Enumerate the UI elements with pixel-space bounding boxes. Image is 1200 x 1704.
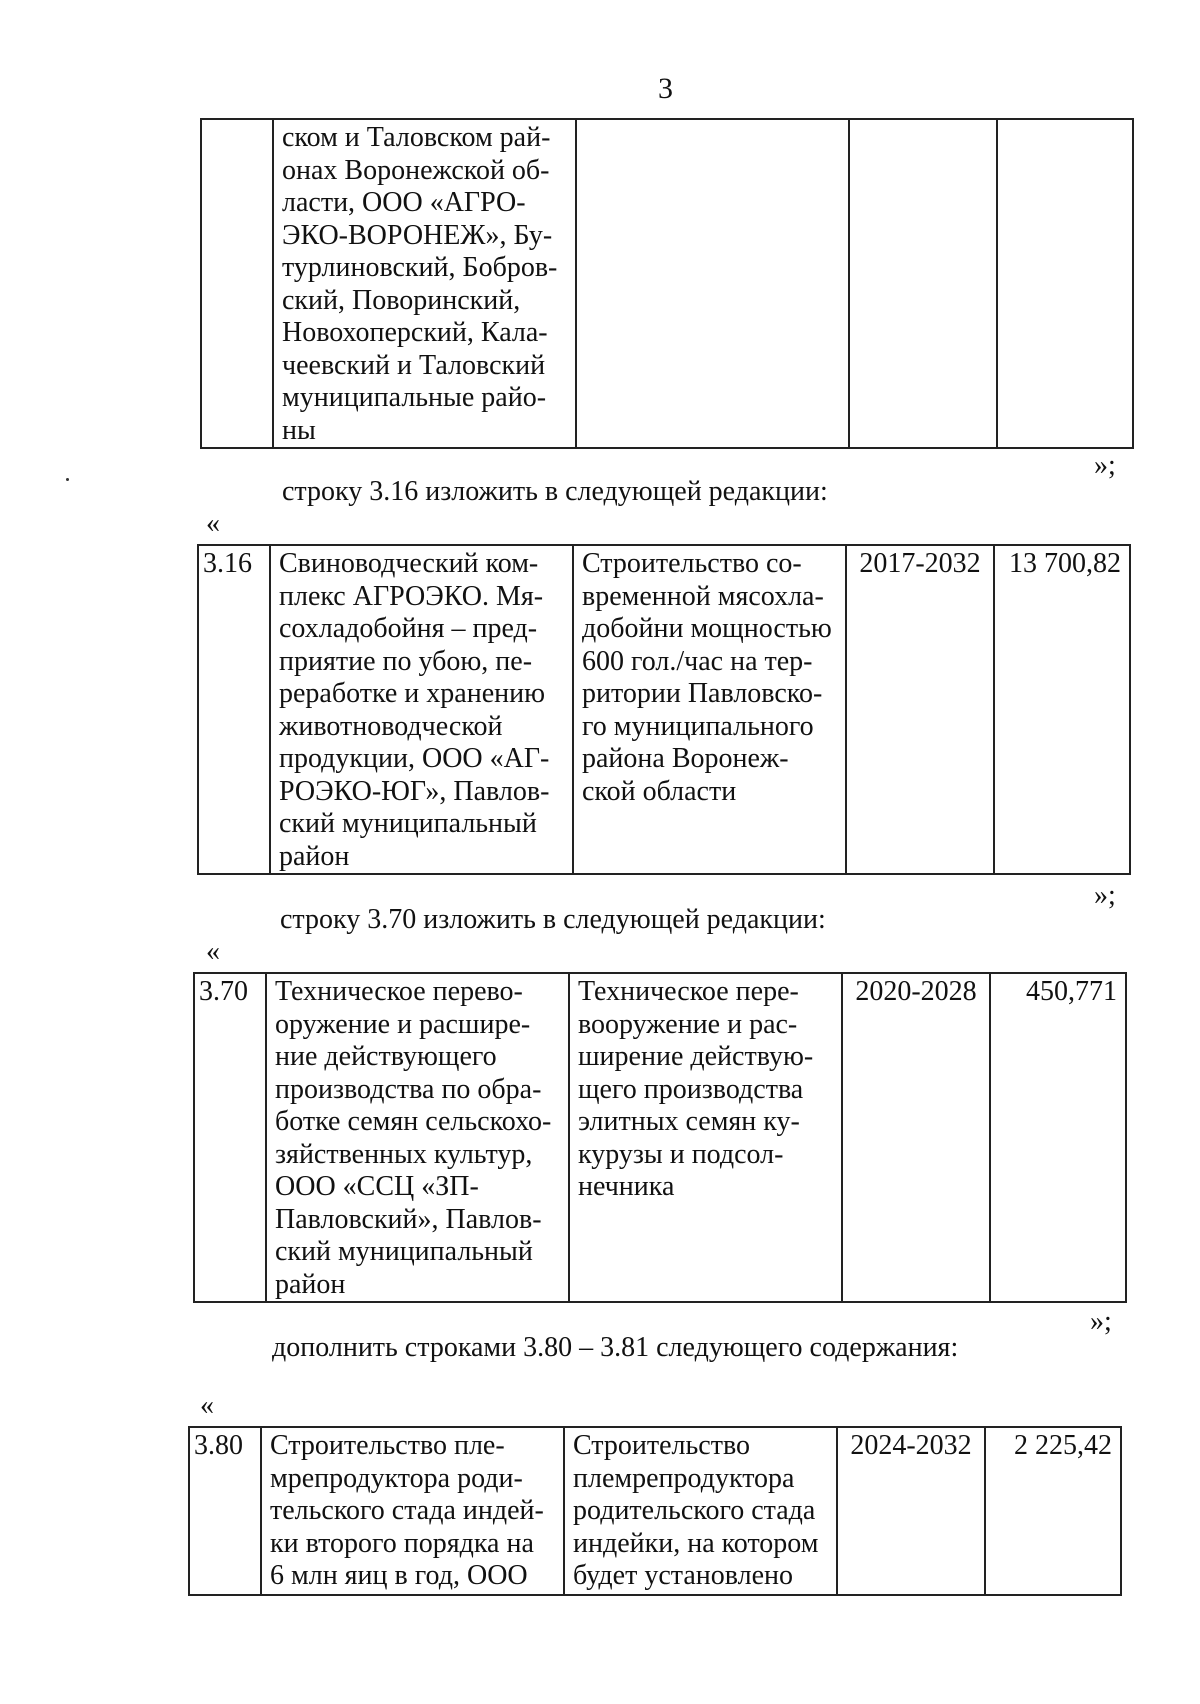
- period-cell: 2024-2032: [837, 1427, 985, 1595]
- project-name-cell: [266, 973, 569, 1302]
- row-table-3-80: [188, 1426, 1122, 1596]
- continued-table: [200, 118, 1134, 449]
- project-description: Строительство племрепродуктора родительского стада индейки, на котором будет установлено: [573, 1430, 819, 1591]
- table-row: [194, 973, 1126, 1302]
- project-description: Строительство со- временной мясохла- добойни мощностью 600 гол./час на тер- ритории Павловско- го муниципального района Воронеж- ской области: [582, 548, 832, 807]
- period-cell: [849, 119, 997, 448]
- table-row: [201, 119, 1133, 448]
- close-quote: »;: [1094, 450, 1116, 481]
- row-table-3-16: [197, 544, 1131, 875]
- page-number: 3: [658, 72, 673, 105]
- instruction-rows-3-80-3-81: дополнить строками 3.80 – 3.81 следующего содержания:: [272, 1332, 959, 1363]
- project-name: Строительство пле- мрепродуктора роди- тельского стада индей- ки второго порядка на 6 млн яиц в год, ООО: [270, 1430, 544, 1591]
- amount-cell: [997, 119, 1133, 448]
- row-number-cell: 3.70: [194, 973, 266, 1302]
- project-description: Техническое пере- вооружение и рас- ширение действую- щего производства элитных семян ку- курузы и подсол- нечника: [578, 976, 814, 1202]
- close-quote: »;: [1094, 880, 1116, 911]
- period-cell: 2017-2032: [846, 545, 994, 874]
- instruction-row-3-70: строку 3.70 изложить в следующей редакции:: [280, 904, 826, 935]
- project-description-cell: [569, 973, 842, 1302]
- project-name-cell: [270, 545, 573, 874]
- project-description-cell: [576, 119, 849, 448]
- row-number-cell: 3.80: [189, 1427, 261, 1595]
- close-quote: »;: [1090, 1306, 1112, 1337]
- row-number-cell: [201, 119, 273, 448]
- project-name: Техническое перево- оружение и расшире- ние действующего производства по обра- ботке семян сельскохо- зяйственных культур, ООО «ССЦ «ЗП- Павловский», Павлов- ский муниципальный район: [275, 976, 552, 1300]
- project-name-cell: [273, 119, 576, 448]
- scan-speck: [66, 478, 69, 481]
- project-name: Свиноводческий ком- плекс АГРОЭКО. Мя- сохладобойня – пред- приятие по убою, пе- реработке и хранению животноводческой продукции, ООО «АГ- РОЭКО-ЮГ», Павлов- ский муниципальный район: [279, 548, 550, 872]
- table-row: [198, 545, 1130, 874]
- open-quote: «: [206, 936, 220, 967]
- open-quote: «: [200, 1390, 214, 1421]
- instruction-row-3-16: строку 3.16 изложить в следующей редакции:: [282, 476, 828, 507]
- amount-cell: 13 700,82: [994, 545, 1130, 874]
- open-quote: «: [206, 508, 220, 539]
- amount-cell: 2 225,42: [985, 1427, 1121, 1595]
- project-description-cell: [573, 545, 846, 874]
- project-name-cell: [261, 1427, 564, 1595]
- row-number-cell: 3.16: [198, 545, 270, 874]
- project-name: ском и Таловском рай- онах Воронежской об- ласти, ООО «АГРО- ЭКО-ВОРОНЕЖ», Бу- турлиновский, Бобров- ский, Поворинский, Новохоперский, Кала- чеевский и Таловский муниципальные райо- ны: [282, 122, 558, 446]
- row-table-3-70: [193, 972, 1127, 1303]
- project-description-cell: [564, 1427, 837, 1595]
- table-row: [189, 1427, 1121, 1595]
- amount-cell: 450,771: [990, 973, 1126, 1302]
- period-cell: 2020-2028: [842, 973, 990, 1302]
